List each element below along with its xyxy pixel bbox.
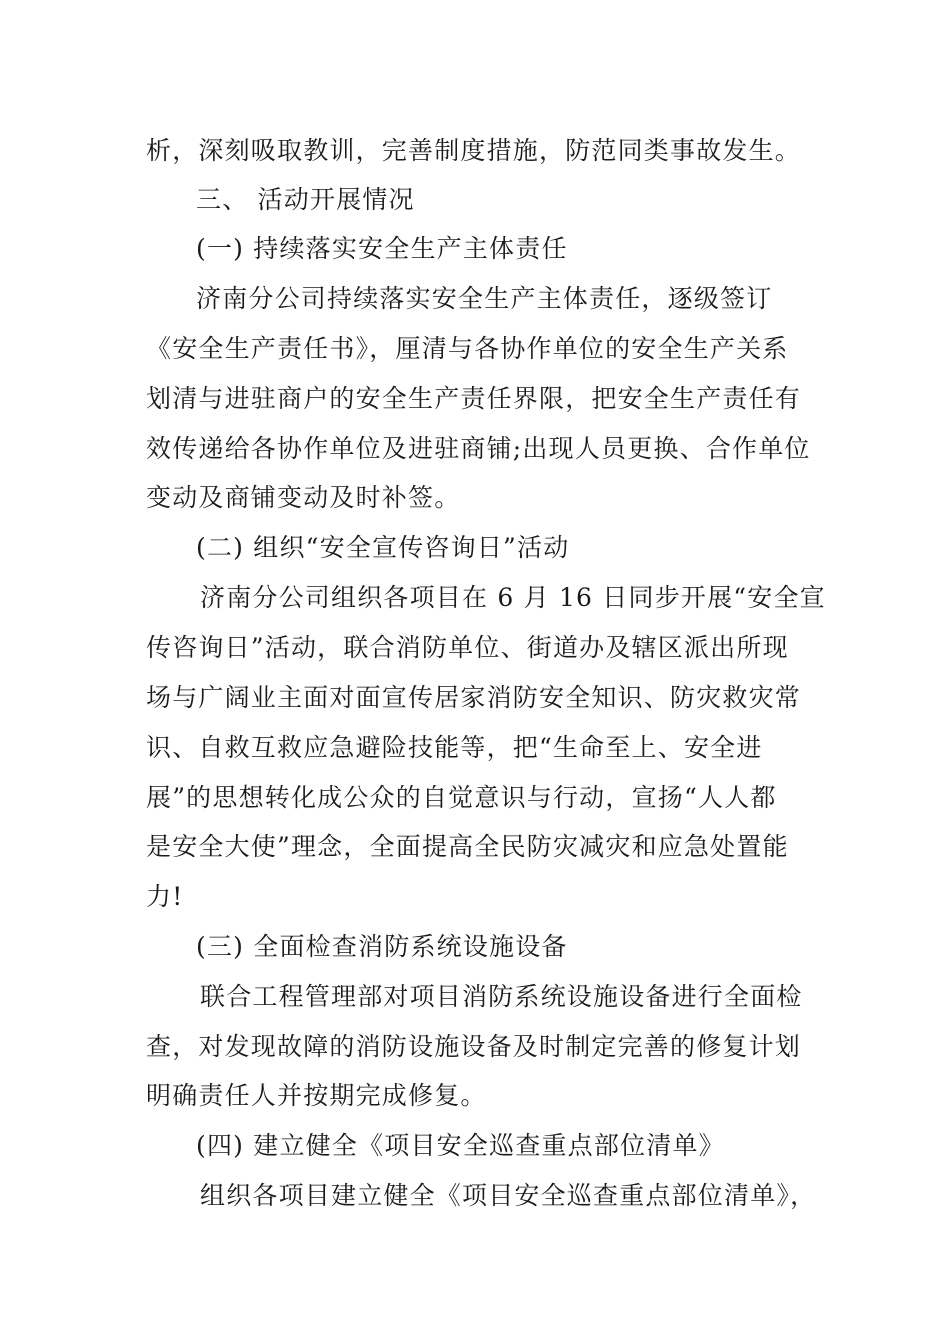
paragraph-line: 效传递给各协作单位及进驻商铺;出现人员更换、合作单位: [146, 434, 811, 463]
section-heading: 三、 活动开展情况: [196, 185, 415, 214]
paragraph-line: 济南分公司组织各项目在 6 月 16 日同步开展“安全宣: [200, 583, 826, 612]
paragraph-line: 力!: [146, 882, 184, 911]
paragraph-line: 组织各项目建立健全《项目安全巡查重点部位清单》，: [200, 1181, 817, 1210]
subsection-heading: (四) 建立健全《项目安全巡查重点部位清单》: [196, 1131, 725, 1160]
paragraph-line: 场与广阔业主面对面宣传居家消防安全知识、防灾救灾常: [146, 683, 802, 712]
subsection-heading: (三) 全面检查消防系统设施设备: [196, 932, 568, 961]
paragraph-line: 展”的思想转化成公众的自觉意识与行动，宣扬“人人都: [146, 783, 777, 812]
paragraph-line: 识、自救互救应急避险技能等，把“生命至上、安全进: [146, 733, 763, 762]
paragraph-line: 明确责任人并按期完成修复。: [146, 1081, 487, 1110]
paragraph-line: 变动及商铺变动及时补签。: [146, 483, 461, 512]
paragraph-line: 《安全生产责任书》，厘清与各协作单位的安全生产关系: [146, 334, 789, 363]
paragraph-line: 是安全大使”理念，全面提高全民防灾减灾和应急处置能: [146, 832, 789, 861]
paragraph-line: 济南分公司持续落实安全生产主体责任，逐级签订: [196, 284, 773, 313]
paragraph-line: 联合工程管理部对项目消防系统设施设备进行全面检: [200, 982, 803, 1011]
paragraph-line: 查，对发现故障的消防设施设备及时制定完善的修复计划: [146, 1032, 802, 1061]
paragraph-line: 划清与进驻商户的安全生产责任界限，把安全生产责任有: [146, 384, 802, 413]
subsection-heading: (一) 持续落实安全生产主体责任: [196, 234, 568, 263]
paragraph-line: 传咨询日”活动，联合消防单位、街道办及辖区派出所现: [146, 633, 789, 662]
paragraph-line: 析，深刻吸取教训，完善制度措施，防范同类事故发生。: [146, 136, 802, 165]
subsection-heading: (二) 组织“安全宣传咨询日”活动: [196, 533, 570, 562]
